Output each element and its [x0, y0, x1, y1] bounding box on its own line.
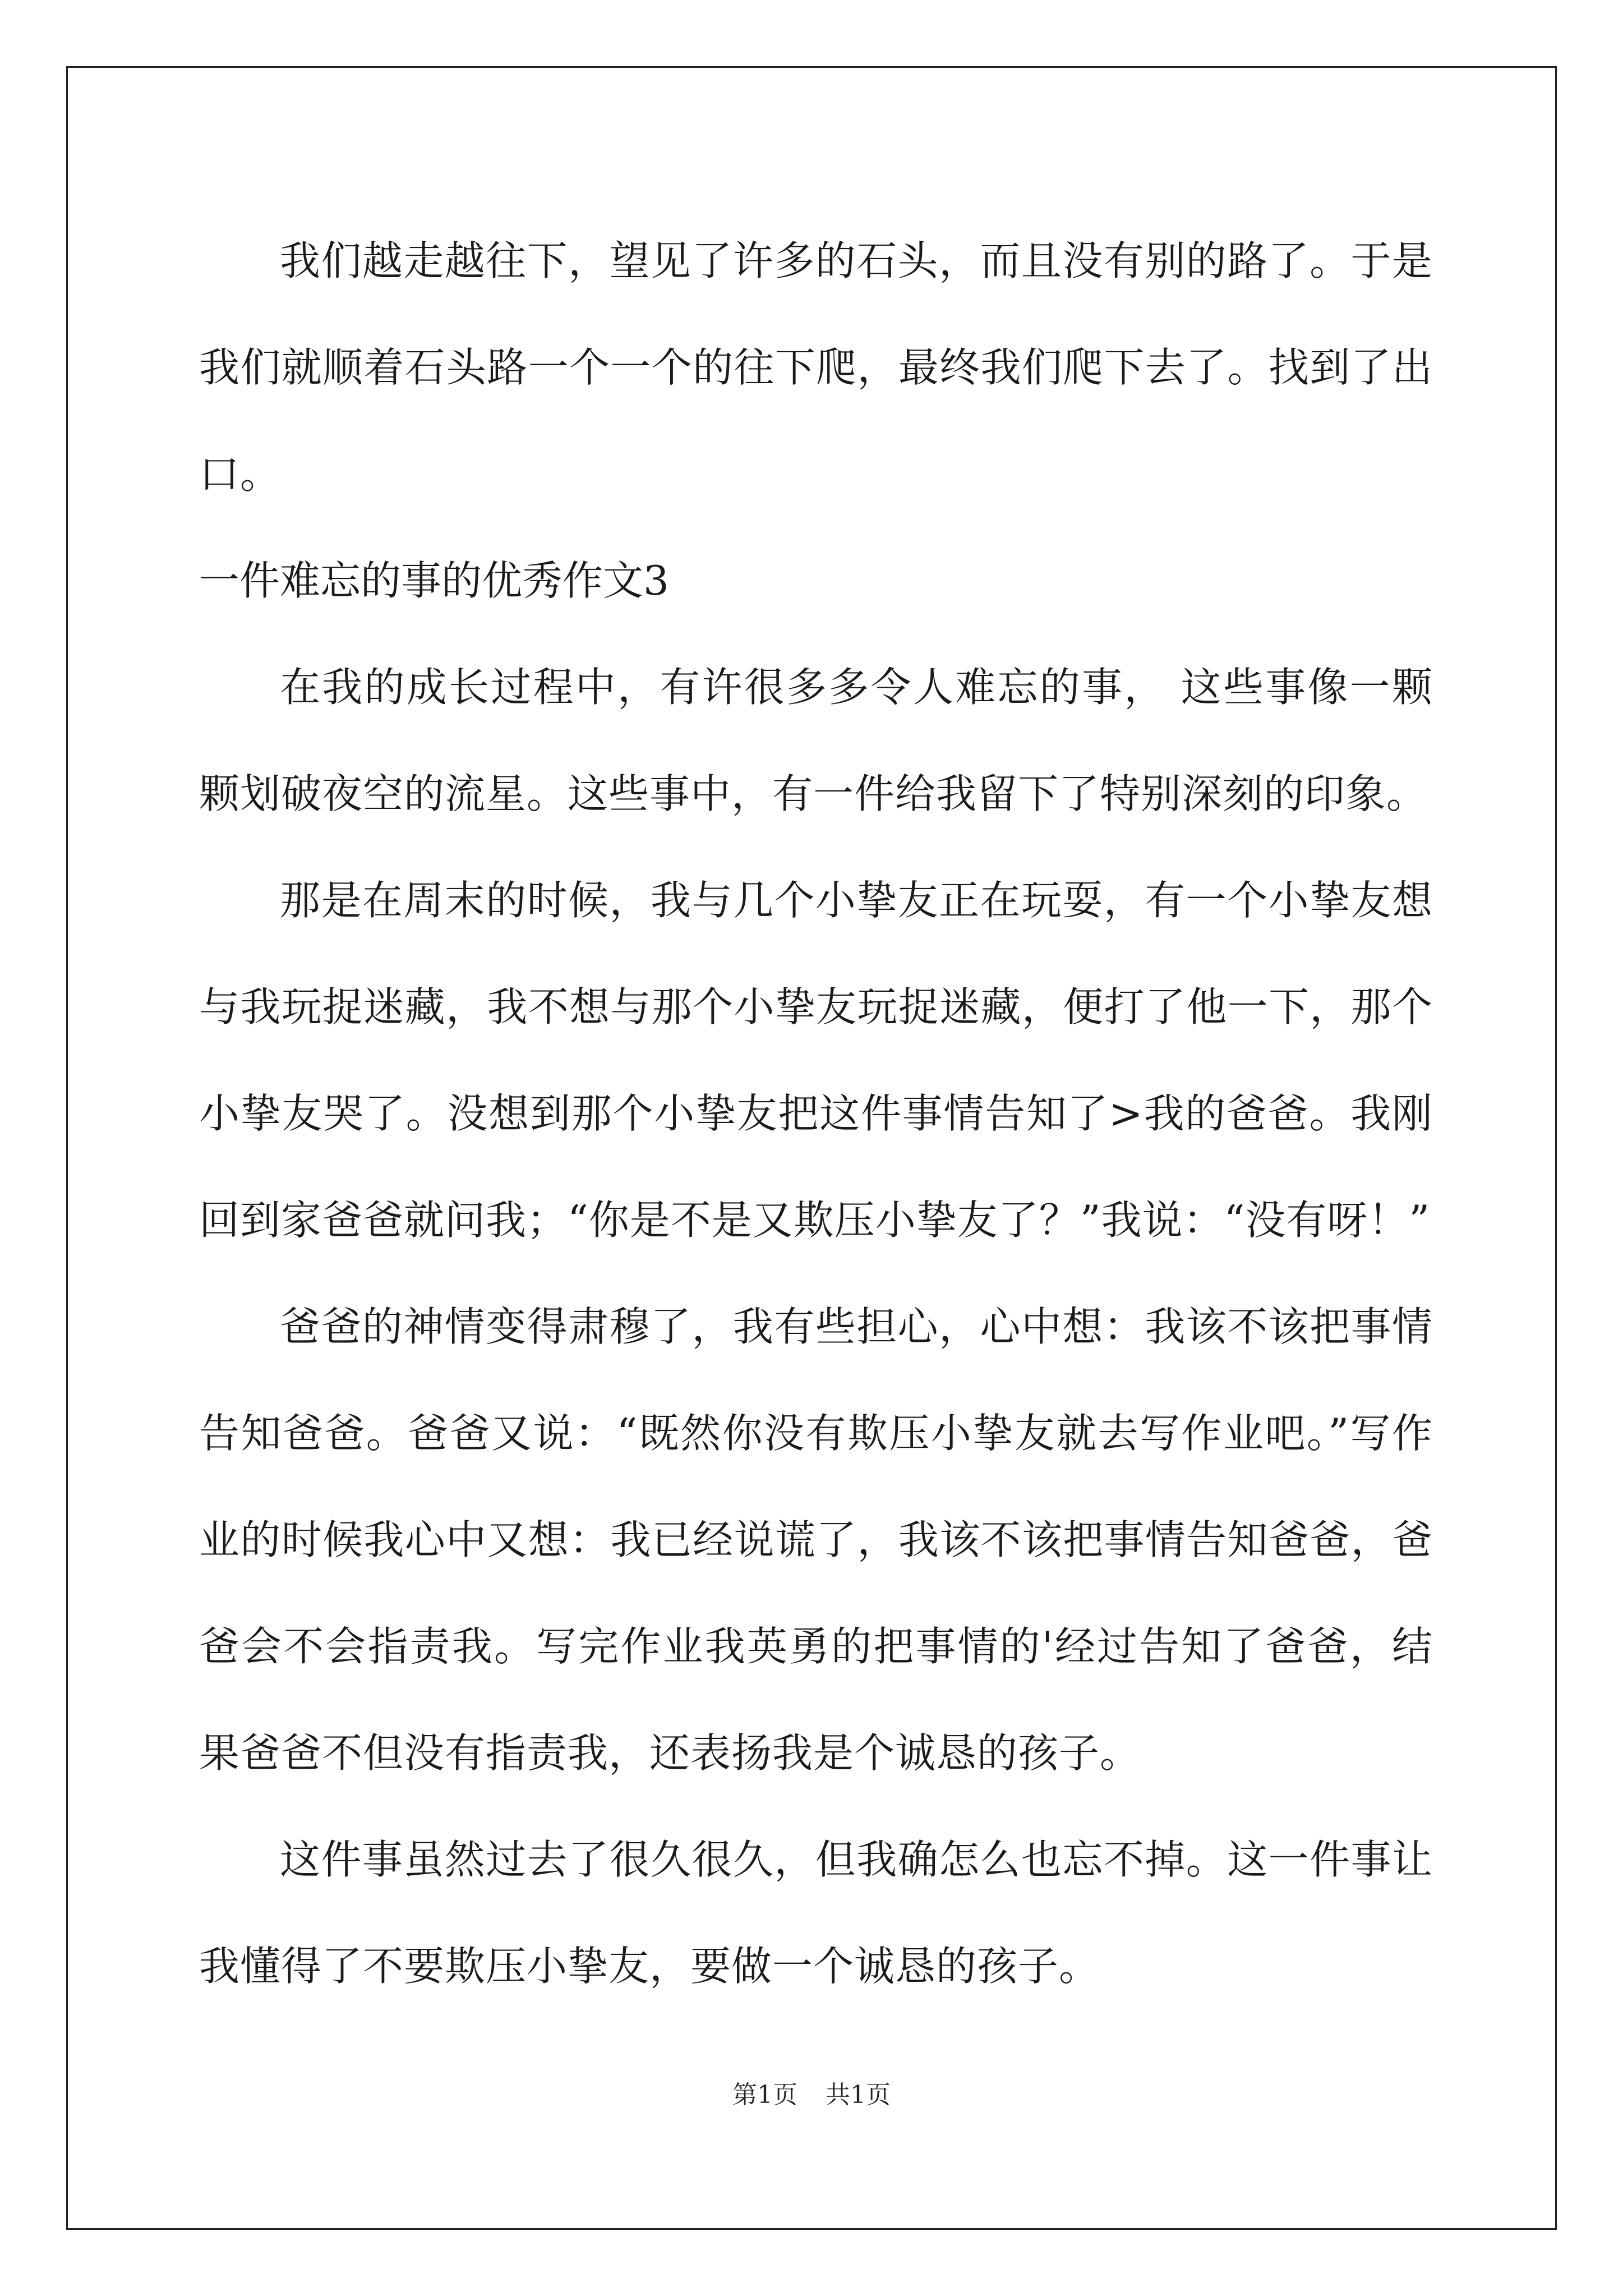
document-body: [199, 208, 1433, 2019]
paragraph-4: 爸爸的神情变得肃穆了，我有些担心，心中想：我该不该把事情告知爸爸。爸爸又说：“既然你没有欺压小挚友就去写作业吧。”写作业的时候我心中又想：我已经说谎了，我该不该把事情告知爸爸，爸爸会不会指责我。写完作业我英勇的把事情的'经过告知了爸爸，结果爸爸不但没有指责我，还表扬我是个诚恳的孩子。: [199, 1303, 1433, 1777]
paragraph-3: 那是在周末的时候，我与几个小挚友正在玩耍，有一个小挚友想与我玩捉迷藏，我不想与那个小挚友玩捉迷藏，便打了他一下，那个小挚友哭了。没想到那个小挚友把这件事情告知了>我的爸爸。我刚回到家爸爸就问我；“你是不是又欺压小挚友了？”我说：“没有呀！”: [199, 877, 1433, 1244]
paragraph-1: 我们越走越往下，望见了许多的石头，而且没有别的路了。于是我们就顺着石头路一个一个的往下爬，最终我们爬下去了。找到了出口。: [199, 237, 1433, 498]
paragraph-5: 这件事虽然过去了很久很久，但我确怎么也忘不掉。这一件事让我懂得了不要欺压小挚友，要做一个诚恳的孩子。: [199, 1836, 1433, 1990]
paragraph-2: 在我的成长过程中，有许很多多令人难忘的事， 这些事像一颗颗划破夜空的流星。这些事中，有一件给我留下了特别深刻的印象。: [199, 664, 1433, 817]
page-number: 第1页: [732, 2081, 797, 2109]
page-footer: [0, 2078, 1623, 2112]
section-heading: 一件难忘的事的优秀作文3: [199, 557, 669, 604]
total-pages: 共1页: [826, 2081, 891, 2109]
